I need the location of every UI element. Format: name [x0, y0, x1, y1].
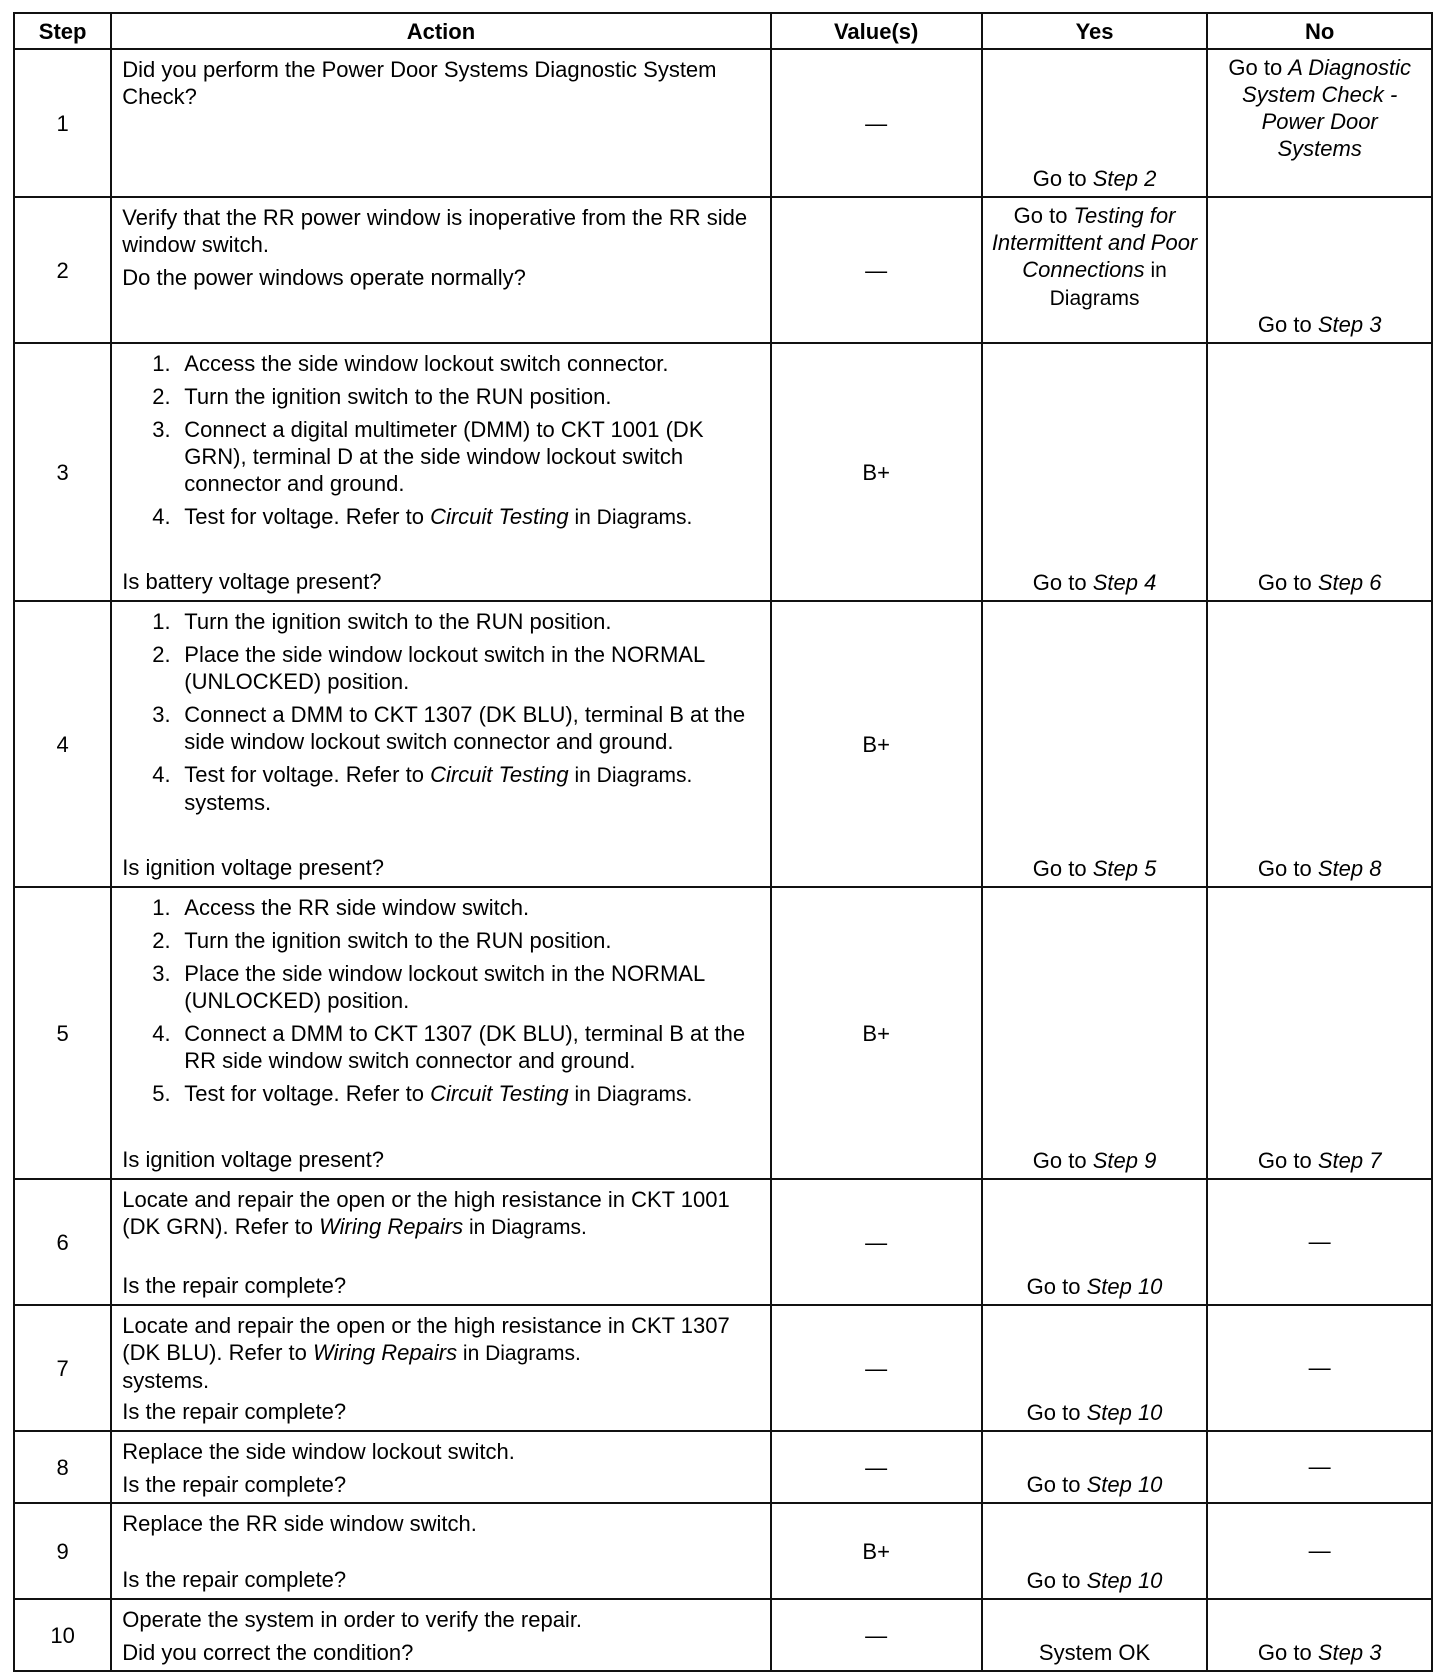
- procedure-list: [122, 894, 761, 1108]
- value-cell: —: [771, 197, 982, 343]
- list-item-text: Connect a DMM to CKT 1307 (DK BLU), terminal B at the side window lockout switch connector and ground.: [184, 702, 746, 754]
- header-yes: Yes: [982, 13, 1208, 49]
- list-item: 1. Turn the ignition switch to the RUN position.: [152, 609, 612, 634]
- procedure-list: [122, 350, 761, 531]
- yes-prefix: Go to: [1026, 1274, 1087, 1299]
- value-cell: B+: [771, 343, 982, 601]
- header-value: Value(s): [771, 13, 982, 49]
- action-question: Is ignition voltage present?: [122, 855, 385, 880]
- list-item-suffix: in Diagrams.: [568, 764, 693, 787]
- no-cell: [1207, 343, 1432, 601]
- list-item: 4. Connect a DMM to CKT 1307 (DK BLU), terminal B at the RR side window switch connector and ground.: [152, 1021, 746, 1073]
- action-question: Is the repair complete?: [122, 1273, 347, 1298]
- no-cell: [1207, 601, 1432, 887]
- no-link[interactable]: Step 3: [1317, 1640, 1382, 1665]
- action-question: Is battery voltage present?: [122, 569, 382, 594]
- yes-link[interactable]: Step 9: [1092, 1148, 1157, 1173]
- list-item-text: Turn the ignition switch to the RUN position.: [184, 609, 612, 634]
- yes-cell: [982, 601, 1208, 887]
- action-cell: [111, 601, 770, 887]
- no-prefix: Go to: [1257, 1640, 1318, 1665]
- list-item-text: Turn the ignition switch to the RUN position.: [184, 928, 612, 953]
- table-row: [14, 197, 1432, 343]
- action-text: Did you perform the Power Door Systems Diagnostic System Check?: [122, 57, 717, 109]
- step-number: 10: [14, 1599, 111, 1671]
- step-number: 9: [14, 1503, 111, 1599]
- yes-prefix: Go to: [1032, 856, 1093, 881]
- reference-link[interactable]: Wiring Repairs: [319, 1214, 464, 1239]
- action-text-tail: systems.: [122, 1368, 210, 1393]
- list-item-text: Connect a digital multimeter (DMM) to CKT 1001 (DK GRN), terminal D at the side window lockout switch connector and ground.: [184, 417, 704, 496]
- header-step: Step: [14, 13, 111, 49]
- step-number: 8: [14, 1431, 111, 1503]
- list-item-text: Connect a DMM to CKT 1307 (DK BLU), terminal B at the RR side window switch connector and ground.: [184, 1021, 746, 1073]
- list-item: 3. Connect a digital multimeter (DMM) to CKT 1001 (DK GRN), terminal D at the side window lockout switch connector and ground.: [152, 417, 704, 496]
- yes-link[interactable]: Step 5: [1092, 856, 1157, 881]
- action-cell: [111, 1305, 770, 1431]
- no-cell: [1207, 887, 1432, 1179]
- step-number: 2: [14, 197, 111, 343]
- action-text: Operate the system in order to verify the repair.: [122, 1607, 583, 1632]
- yes-link[interactable]: Step 10: [1086, 1400, 1163, 1425]
- no-link[interactable]: Step 3: [1317, 312, 1382, 337]
- no-link[interactable]: Step 6: [1317, 570, 1382, 595]
- procedure-list: [122, 608, 761, 816]
- table-row: [14, 343, 1432, 601]
- no-link[interactable]: A Diagnostic System Check - Power Door Systems: [1242, 55, 1411, 161]
- list-item: 2. Turn the ignition switch to the RUN position.: [152, 384, 612, 409]
- list-item-text: Test for voltage. Refer to: [184, 504, 431, 529]
- action-cell: [111, 887, 770, 1179]
- yes-cell: [982, 197, 1208, 343]
- yes-prefix: Go to: [1032, 570, 1093, 595]
- action-text-suffix: in Diagrams.: [457, 1342, 581, 1365]
- yes-cell: [982, 887, 1208, 1179]
- action-cell: [111, 1431, 770, 1503]
- yes-cell: [982, 49, 1208, 197]
- diagnostic-table: [13, 12, 1433, 1672]
- action-question: Is the repair complete?: [122, 1472, 347, 1497]
- header-action: Action: [111, 13, 770, 49]
- action-text: Replace the RR side window switch.: [122, 1511, 477, 1536]
- no-link[interactable]: Step 8: [1317, 856, 1382, 881]
- value-cell: —: [771, 1599, 982, 1671]
- list-item: 1. Access the side window lockout switch connector.: [152, 351, 669, 376]
- no-cell: —: [1207, 1431, 1432, 1503]
- value-cell: —: [771, 1179, 982, 1305]
- no-cell: —: [1207, 1503, 1432, 1599]
- yes-link[interactable]: Testing for Intermittent and Poor Connections: [991, 203, 1198, 282]
- yes-prefix: Go to: [1032, 1148, 1093, 1173]
- no-link[interactable]: Step 7: [1317, 1148, 1382, 1173]
- no-prefix: Go to: [1257, 570, 1318, 595]
- list-item-text: Test for voltage. Refer to: [184, 762, 431, 787]
- action-cell: [111, 1599, 770, 1671]
- yes-cell: [982, 1431, 1208, 1503]
- reference-link[interactable]: Circuit Testing: [430, 504, 569, 529]
- yes-cell: System OK: [982, 1599, 1208, 1671]
- action-text-main: Locate and repair the open or the high resistance in CKT 1307 (DK BLU). Refer to: [122, 1313, 730, 1365]
- action-text: [122, 1186, 761, 1241]
- no-prefix: Go to: [1257, 856, 1318, 881]
- yes-prefix: Go to: [1032, 166, 1093, 191]
- yes-cell: [982, 343, 1208, 601]
- table-row: [14, 1431, 1432, 1503]
- value-cell: —: [771, 1305, 982, 1431]
- action-question: Did you correct the condition?: [122, 1640, 414, 1665]
- table-row: [14, 1503, 1432, 1599]
- yes-prefix: Go to: [1026, 1400, 1087, 1425]
- yes-suffix: in Diagrams: [1049, 259, 1167, 310]
- yes-cell: [982, 1305, 1208, 1431]
- step-number: 1: [14, 49, 111, 197]
- step-number: 7: [14, 1305, 111, 1431]
- no-cell: —: [1207, 1305, 1432, 1431]
- table-row: [14, 1305, 1432, 1431]
- yes-cell: [982, 1179, 1208, 1305]
- step-number: 4: [14, 601, 111, 887]
- list-item-suffix: in Diagrams.: [568, 506, 693, 529]
- yes-prefix: Go to: [1026, 1472, 1087, 1497]
- table-row: [14, 1599, 1432, 1671]
- no-cell: [1207, 1599, 1432, 1671]
- action-question: Do the power windows operate normally?: [122, 265, 526, 290]
- value-cell: B+: [771, 1503, 982, 1599]
- value-cell: B+: [771, 601, 982, 887]
- list-item-text: Access the RR side window switch.: [184, 895, 530, 920]
- action-cell: [111, 1179, 770, 1305]
- yes-link[interactable]: Step 4: [1092, 570, 1157, 595]
- yes-prefix: Go to: [1013, 203, 1074, 228]
- no-prefix: Go to: [1257, 1148, 1318, 1173]
- list-item-text: Access the side window lockout switch connector.: [184, 351, 669, 376]
- table-row: [14, 887, 1432, 1179]
- action-cell: [111, 1503, 770, 1599]
- no-cell: [1207, 197, 1432, 343]
- yes-link[interactable]: Step 2: [1092, 166, 1157, 191]
- table-row: [14, 1179, 1432, 1305]
- action-text: Replace the side window lockout switch.: [122, 1439, 515, 1464]
- list-item: 4. Test for voltage. Refer to Circuit Testing in Diagrams. systems.: [152, 762, 693, 815]
- yes-link[interactable]: Step 10: [1086, 1274, 1163, 1299]
- header-no: No: [1207, 13, 1432, 49]
- list-item-tail: systems.: [184, 790, 272, 815]
- reference-link[interactable]: Circuit Testing: [430, 1081, 569, 1106]
- action-text: [122, 1312, 761, 1394]
- list-item-text: Turn the ignition switch to the RUN position.: [184, 384, 612, 409]
- yes-link[interactable]: Step 10: [1086, 1568, 1163, 1593]
- yes-cell: [982, 1503, 1208, 1599]
- list-item-suffix: in Diagrams.: [568, 1083, 693, 1106]
- value-cell: B+: [771, 887, 982, 1179]
- action-question: Is the repair complete?: [122, 1567, 347, 1592]
- list-item: 3. Place the side window lockout switch in the NORMAL (UNLOCKED) position.: [152, 961, 705, 1013]
- reference-link[interactable]: Circuit Testing: [430, 762, 569, 787]
- no-prefix: Go to: [1257, 312, 1318, 337]
- no-prefix: Go to: [1228, 55, 1289, 80]
- step-number: 3: [14, 343, 111, 601]
- header-row: [14, 13, 1432, 49]
- action-question: Is ignition voltage present?: [122, 1147, 385, 1172]
- reference-link[interactable]: Wiring Repairs: [313, 1340, 458, 1365]
- list-item: 5. Test for voltage. Refer to Circuit Testing in Diagrams.: [152, 1081, 693, 1106]
- list-item-text: Test for voltage. Refer to: [184, 1081, 431, 1106]
- action-cell: [111, 49, 770, 197]
- step-number: 6: [14, 1179, 111, 1305]
- table-row: [14, 49, 1432, 197]
- action-cell: [111, 197, 770, 343]
- action-cell: [111, 343, 770, 601]
- action-text: Verify that the RR power window is inoperative from the RR side window switch.: [122, 205, 748, 257]
- no-cell: —: [1207, 1179, 1432, 1305]
- value-cell: —: [771, 1431, 982, 1503]
- list-item-text: Place the side window lockout switch in the NORMAL (UNLOCKED) position.: [184, 961, 705, 1013]
- list-item: 2. Place the side window lockout switch in the NORMAL (UNLOCKED) position.: [152, 642, 705, 694]
- step-number: 5: [14, 887, 111, 1179]
- list-item: 3. Connect a DMM to CKT 1307 (DK BLU), terminal B at the side window lockout switch connector and ground.: [152, 702, 746, 754]
- yes-prefix: Go to: [1026, 1568, 1087, 1593]
- table-row: [14, 601, 1432, 887]
- value-cell: —: [771, 49, 982, 197]
- list-item: 1. Access the RR side window switch.: [152, 895, 530, 920]
- yes-link[interactable]: Step 10: [1086, 1472, 1163, 1497]
- action-text-main: Locate and repair the open or the high resistance in CKT 1001 (DK GRN). Refer to: [122, 1187, 730, 1239]
- list-item-text: Place the side window lockout switch in the NORMAL (UNLOCKED) position.: [184, 642, 705, 694]
- list-item: 2. Turn the ignition switch to the RUN position.: [152, 928, 612, 953]
- action-question: Is the repair complete?: [122, 1399, 347, 1424]
- list-item: 4. Test for voltage. Refer to Circuit Testing in Diagrams.: [152, 504, 693, 529]
- no-cell: [1207, 49, 1432, 197]
- action-text-suffix: in Diagrams.: [463, 1216, 587, 1239]
